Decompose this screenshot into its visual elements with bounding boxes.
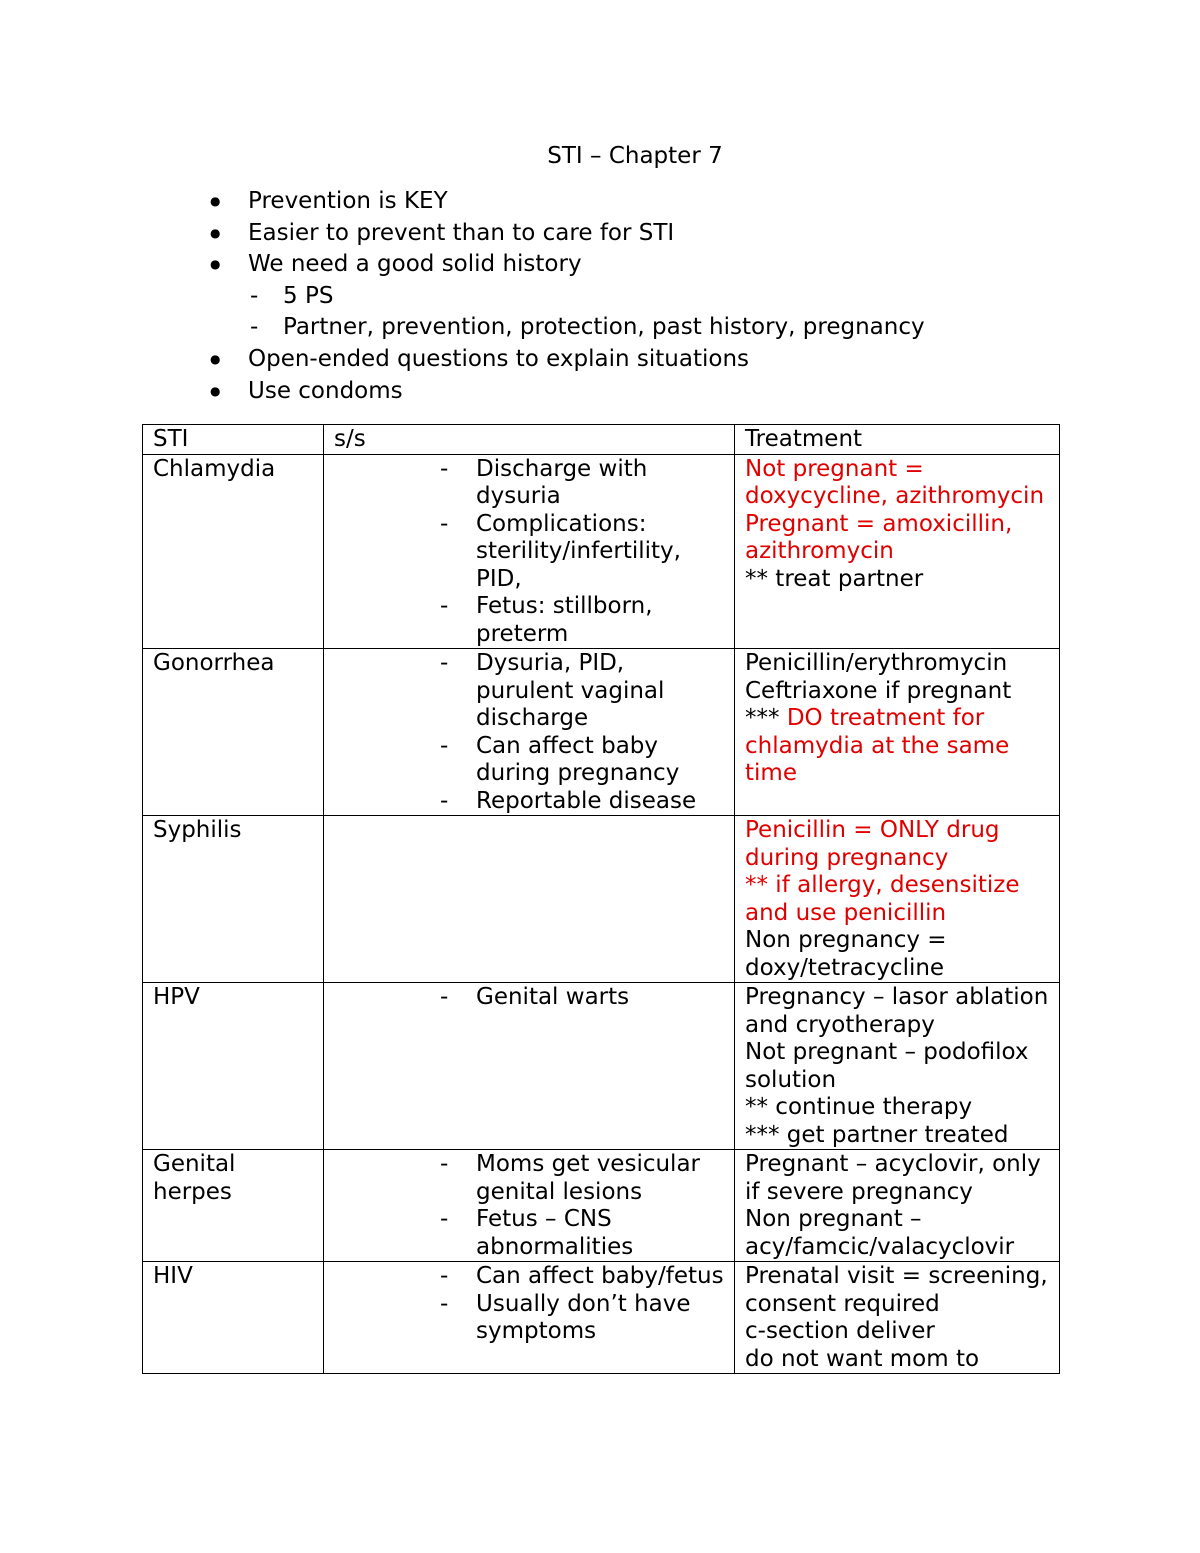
treatment-line bbox=[745, 927, 1049, 982]
treatment-line bbox=[745, 1206, 1049, 1261]
table-row bbox=[143, 454, 1060, 649]
symptoms-list bbox=[334, 1263, 724, 1346]
treatment-line bbox=[745, 872, 1049, 927]
treatment-text: Non pregnant – acy/famcic/valacyclovir bbox=[745, 1206, 1015, 1260]
symptoms-list bbox=[334, 1151, 724, 1261]
symptom-item: - Fetus: stillborn, preterm bbox=[334, 593, 724, 648]
table-body bbox=[143, 454, 1060, 1374]
treatment-text: Pregnant – acyclovir, only if severe pregnancy bbox=[745, 1151, 1041, 1205]
treatment-line bbox=[745, 1318, 1049, 1346]
sti-name-cell: HIV bbox=[143, 1262, 324, 1374]
sti-name-cell: Genital herpes bbox=[143, 1150, 324, 1262]
treatment-line bbox=[745, 705, 1049, 788]
sti-table bbox=[142, 424, 1060, 1374]
symptom-item: - Can affect baby during pregnancy bbox=[334, 733, 724, 788]
symptom-item: - Complications: sterility/infertility, PID, bbox=[334, 511, 724, 594]
symptoms-cell bbox=[324, 454, 735, 649]
table-row bbox=[143, 649, 1060, 816]
bullet-item: ● Easier to prevent than to care for STI bbox=[200, 218, 925, 250]
treatment-text: Prenatal visit = screening, consent required bbox=[745, 1263, 1048, 1317]
symptoms-cell bbox=[324, 983, 735, 1150]
treatment-line bbox=[745, 1151, 1049, 1206]
treatment-cell bbox=[735, 983, 1060, 1150]
treatment-text: ** continue therapy bbox=[745, 1094, 973, 1120]
table-row bbox=[143, 983, 1060, 1150]
header-treatment: Treatment bbox=[735, 425, 1060, 455]
symptoms-list bbox=[334, 456, 724, 649]
symptom-item: - Dysuria, PID, purulent vaginal discharge bbox=[334, 650, 724, 733]
sub-bullet-item: - 5 PS bbox=[200, 281, 925, 313]
treatment-text: *** get partner treated bbox=[745, 1121, 1009, 1148]
table-row bbox=[143, 816, 1060, 983]
table-row bbox=[143, 1150, 1060, 1262]
page-title: STI – Chapter 7 bbox=[547, 143, 723, 169]
treatment-cell bbox=[735, 454, 1060, 649]
header-symptoms: s/s bbox=[324, 425, 735, 455]
treatment-text: Not pregnant – podofilox solution bbox=[745, 1039, 1029, 1093]
treatment-line bbox=[745, 984, 1049, 1039]
treatment-line bbox=[745, 1346, 1049, 1374]
bullet-item: ● Open-ended questions to explain situations bbox=[200, 344, 925, 376]
symptoms-list bbox=[334, 984, 724, 1012]
sti-name-cell: Gonorrhea bbox=[143, 649, 324, 816]
treatment-line bbox=[745, 1263, 1049, 1318]
symptom-item: - Moms get vesicular genital lesions bbox=[334, 1151, 724, 1206]
treatment-text: ** treat partner bbox=[745, 565, 924, 592]
treatment-text: DO treatment for chlamydia at the same time bbox=[745, 705, 1010, 786]
treatment-line bbox=[745, 1094, 1049, 1122]
sti-name-cell: HPV bbox=[143, 983, 324, 1150]
treatment-text: Not pregnant = doxycycline, azithromycin bbox=[745, 455, 1045, 509]
treatment-text: Ceftriaxone if pregnant bbox=[745, 677, 1012, 704]
treatment-text: Pregnancy – lasor ablation and cryotherapy bbox=[745, 984, 1049, 1038]
treatment-line bbox=[745, 566, 1049, 594]
symptom-item: - Genital warts bbox=[334, 984, 724, 1012]
table-row bbox=[143, 1262, 1060, 1374]
bullet-item: ● Prevention is KEY bbox=[200, 186, 925, 218]
symptoms-cell bbox=[324, 649, 735, 816]
header-sti: STI bbox=[143, 425, 324, 455]
treatment-text: Non pregnancy = doxy/tetracycline bbox=[745, 927, 947, 981]
treatment-line bbox=[745, 456, 1049, 511]
treatment-cell bbox=[735, 816, 1060, 983]
treatment-line bbox=[745, 511, 1049, 566]
symptom-item: - Can affect baby/fetus bbox=[334, 1263, 724, 1291]
treatment-line bbox=[745, 678, 1049, 706]
symptom-item: - Fetus – CNS abnormalities bbox=[334, 1206, 724, 1261]
symptom-item: - Reportable disease bbox=[334, 788, 724, 816]
treatment-text: Penicillin/erythromycin bbox=[745, 650, 1008, 676]
symptoms-cell bbox=[324, 1150, 735, 1262]
symptom-item: - Discharge with dysuria bbox=[334, 456, 724, 511]
treatment-line bbox=[745, 650, 1049, 678]
bullet-item: ● We need a good solid history bbox=[200, 249, 925, 281]
symptoms-cell bbox=[324, 816, 735, 983]
bullet-list bbox=[200, 186, 925, 407]
treatment-text: Pregnant = amoxicillin, azithromycin bbox=[745, 510, 1013, 564]
treatment-line bbox=[745, 817, 1049, 872]
treatment-text: ** if allergy, desensitize and use penicillin bbox=[745, 872, 1020, 926]
symptom-item: - Usually don’t have symptoms bbox=[334, 1291, 724, 1346]
symptoms-list bbox=[334, 650, 724, 815]
treatment-line bbox=[745, 1039, 1049, 1094]
treatment-cell bbox=[735, 1150, 1060, 1262]
sti-name-cell: Chlamydia bbox=[143, 454, 324, 649]
bullet-item: ● Use condoms bbox=[200, 376, 925, 408]
treatment-cell bbox=[735, 1262, 1060, 1374]
treatment-cell bbox=[735, 649, 1060, 816]
sub-bullet-item: - Partner, prevention, protection, past history, pregnancy bbox=[200, 312, 925, 344]
treatment-line bbox=[745, 1122, 1049, 1150]
treatment-text: Penicillin = ONLY drug during pregnancy bbox=[745, 817, 1000, 871]
sti-name-cell: Syphilis bbox=[143, 816, 324, 983]
treatment-text: c-section deliver bbox=[745, 1318, 935, 1344]
table-header-row bbox=[143, 425, 1060, 455]
symptoms-cell bbox=[324, 1262, 735, 1374]
treatment-prefix: *** bbox=[745, 705, 787, 731]
treatment-text: do not want mom to bbox=[745, 1345, 980, 1372]
